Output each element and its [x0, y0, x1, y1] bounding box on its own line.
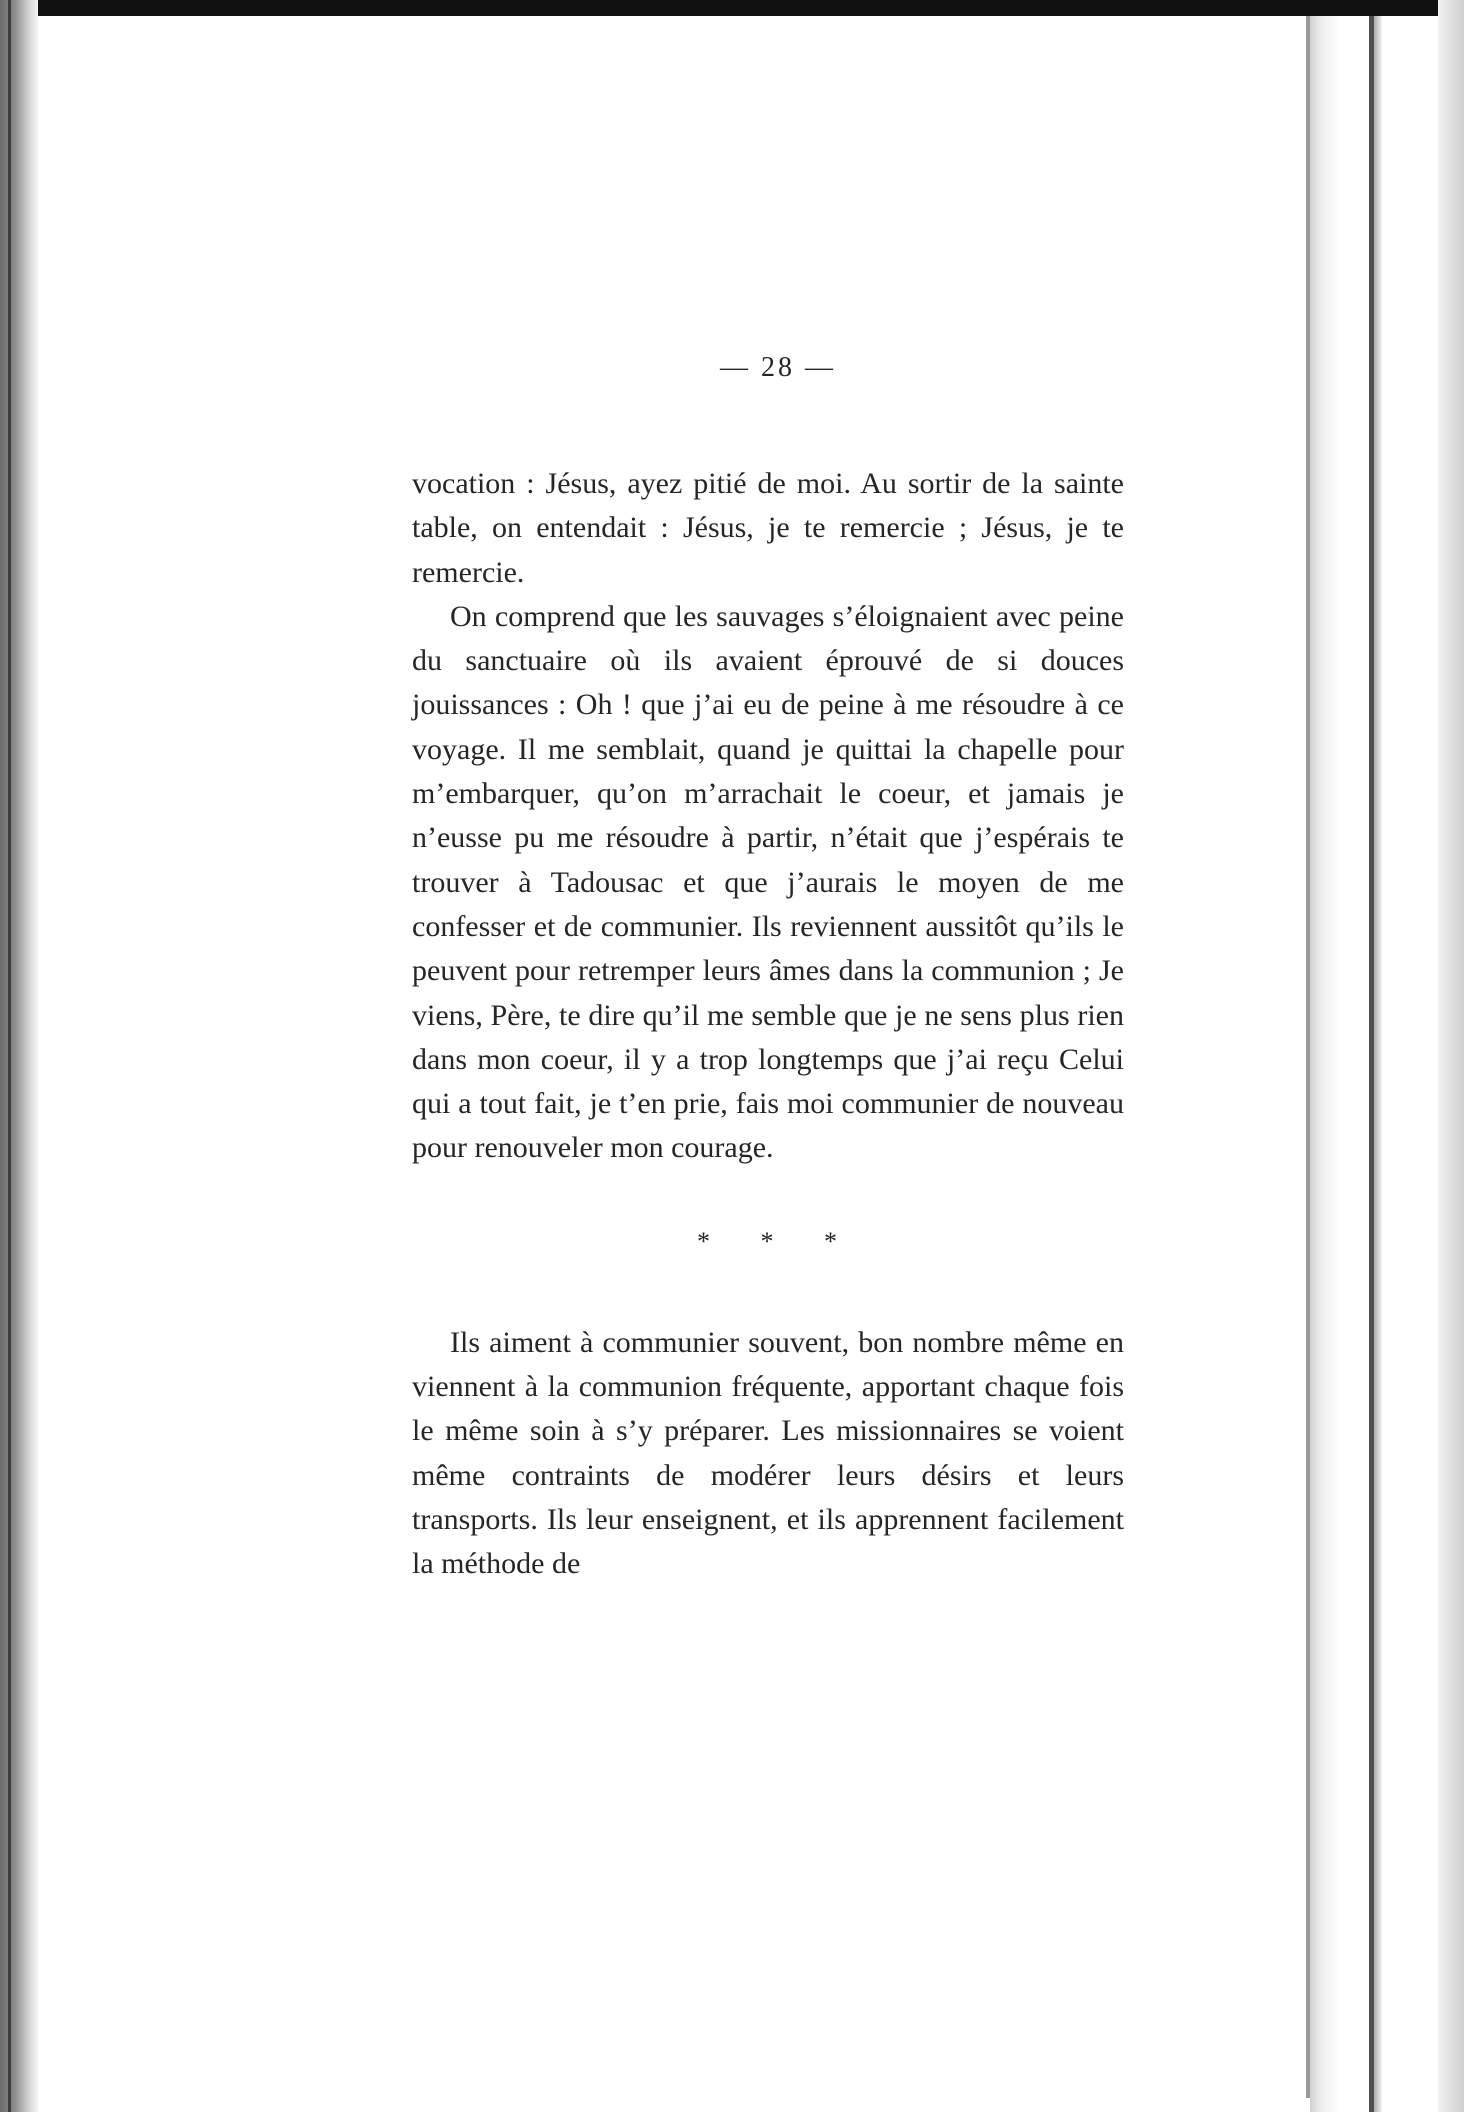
paragraph-sauvages: On comprend que les sauvages s’éloignaient avec peine du sanctuaire où ils avaient éprouvé de si douces jouissances : Oh ! que j’ai eu de peine à me résoudre à ce voyage. Il me semblait, quand je quittai la chapelle pour m’embarquer, qu’on m’arrachait le coeur, et jamais je n’eusse pu me résoudre à partir, n’était que j’espérais te trouver à Tadousac et que j’aurais le moyen de me confesser et de communier. Ils reviennent aussitôt qu’ils le peuvent pour retremper leurs âmes dans la communion ; Je viens, Père, te dire qu’il me semble que je ne sens plus rien dans mon coeur, il y a trop longtemps que j’ai reçu Celui qui a tout fait, je t’en prie, fais moi communier de nouveau pour renouveler mon courage.	[412, 599, 1124, 1165]
page-text-block	[412, 352, 1124, 1587]
page-number: — 28 —	[720, 352, 836, 383]
paragraph-communier: Ils aiment à communier souvent, bon nombre même en viennent à la communion fréquente, apportant chaque fois le même soin à s’y préparer. Les missionnaires se voient même contraints de modérer leurs désirs et leurs transports. Ils leur enseignent, et ils apprennent facilement la méthode de	[412, 1325, 1124, 1581]
section-separator: * * *	[697, 1226, 859, 1256]
paragraph-continuation: vocation : Jésus, ayez pitié de moi. Au sortir de la sainte table, on entendait : Jésus, je te remercie ; Jésus, je te remercie.	[412, 467, 1124, 589]
scan-top-edge	[0, 0, 1464, 16]
facing-page-edge	[1438, 0, 1464, 2112]
binding-left-edge	[0, 0, 38, 2112]
page-gutter	[1310, 16, 1340, 2112]
facing-page-binding-shade	[1374, 16, 1382, 2112]
